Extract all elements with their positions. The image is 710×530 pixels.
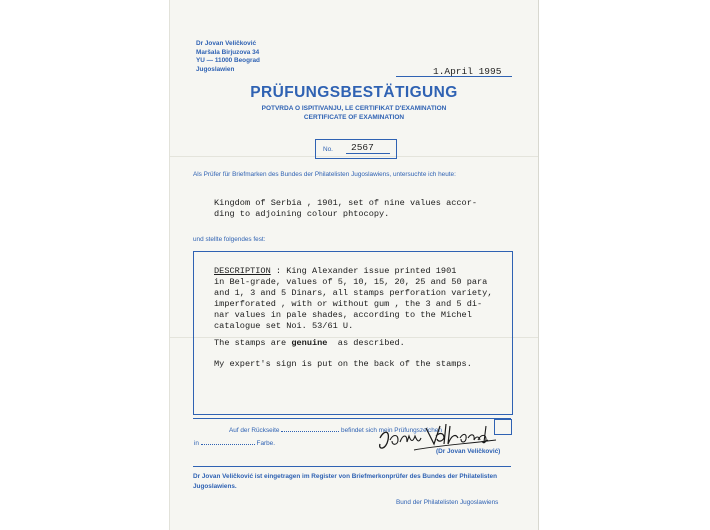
- divider: [193, 466, 511, 467]
- fill-in-dots: [201, 438, 255, 445]
- sender-city: YU — 11000 Beograd: [196, 57, 260, 65]
- genuine-after: as described.: [327, 338, 405, 348]
- signature-caption: (Dr Jovan Veličković): [436, 448, 501, 455]
- findings-intro: und stellte folgendes fest:: [193, 236, 266, 243]
- back-mark-part2: befindet sich mein Prüfungszeichen: [341, 427, 442, 434]
- intro-text: Als Prüfer für Briefmarken des Bundes der Philatelisten Jugoslawiens, untersuchte ich heute:: [193, 171, 456, 178]
- examined-subject: Kingdom of Serbia , 1901, set of nine values accor- ding to adjoining colour phtocopy.: [214, 198, 478, 219]
- back-mark-part1: Auf der Rückseite: [229, 427, 280, 434]
- genuine-before: The stamps are: [214, 338, 292, 348]
- genuine-word: genuine: [291, 338, 328, 348]
- genuine-statement: [214, 338, 405, 349]
- registry-note: Dr Jovan Veličković ist eingetragen im Register von Briefmerkonprüfer des Bundes der Philatelisten Jugoslawiens.: [193, 473, 498, 490]
- description-block: [214, 266, 510, 332]
- fill-in-dots: [281, 425, 339, 432]
- subtitle-multilingual: POTVRDA O ISPITIVANJU, LE CERTIFIKAT D'EXAMINATION: [261, 105, 447, 112]
- back-mark-part4: Farbe.: [256, 440, 276, 447]
- expert-sign-statement: My expert's sign is put on the back of the stamps.: [214, 359, 472, 369]
- divider: [193, 418, 511, 419]
- back-mark-part3: in: [194, 440, 199, 447]
- certificate-number: 2567: [351, 142, 374, 153]
- description-label: DESCRIPTION: [214, 266, 271, 276]
- certificate-number-line: [346, 153, 390, 154]
- organization-name: Bund der Philatelisten Jugoslawiens: [396, 499, 499, 506]
- subtitle-english: CERTIFICATE OF EXAMINATION: [303, 114, 405, 121]
- sender-name: Dr Jovan Veličković: [196, 40, 257, 47]
- certificate-date: 1.April 1995: [433, 66, 502, 77]
- sender-country: Jugoslawien: [196, 65, 235, 73]
- description-text: : King Alexander issue printed 1901 in Bel-grade, values of 5, 10, 15, 20, 25 and 50 para and 1, 3 and 5 Dinars, all stamps perforation variety, imperforated , with or without gum , the 3 and 5 di- nar values in pale shades, according to the Michel catalogue set Noi. 53/61 U.: [214, 266, 493, 331]
- back-mark-line-2: [194, 438, 275, 447]
- sender-address: [196, 40, 260, 74]
- certificate-number-label: No.: [323, 146, 333, 153]
- document-title: PRÜFUNGSBESTÄTIGUNG: [250, 84, 458, 101]
- sender-street: Maršala Birjuzova 34: [196, 48, 260, 56]
